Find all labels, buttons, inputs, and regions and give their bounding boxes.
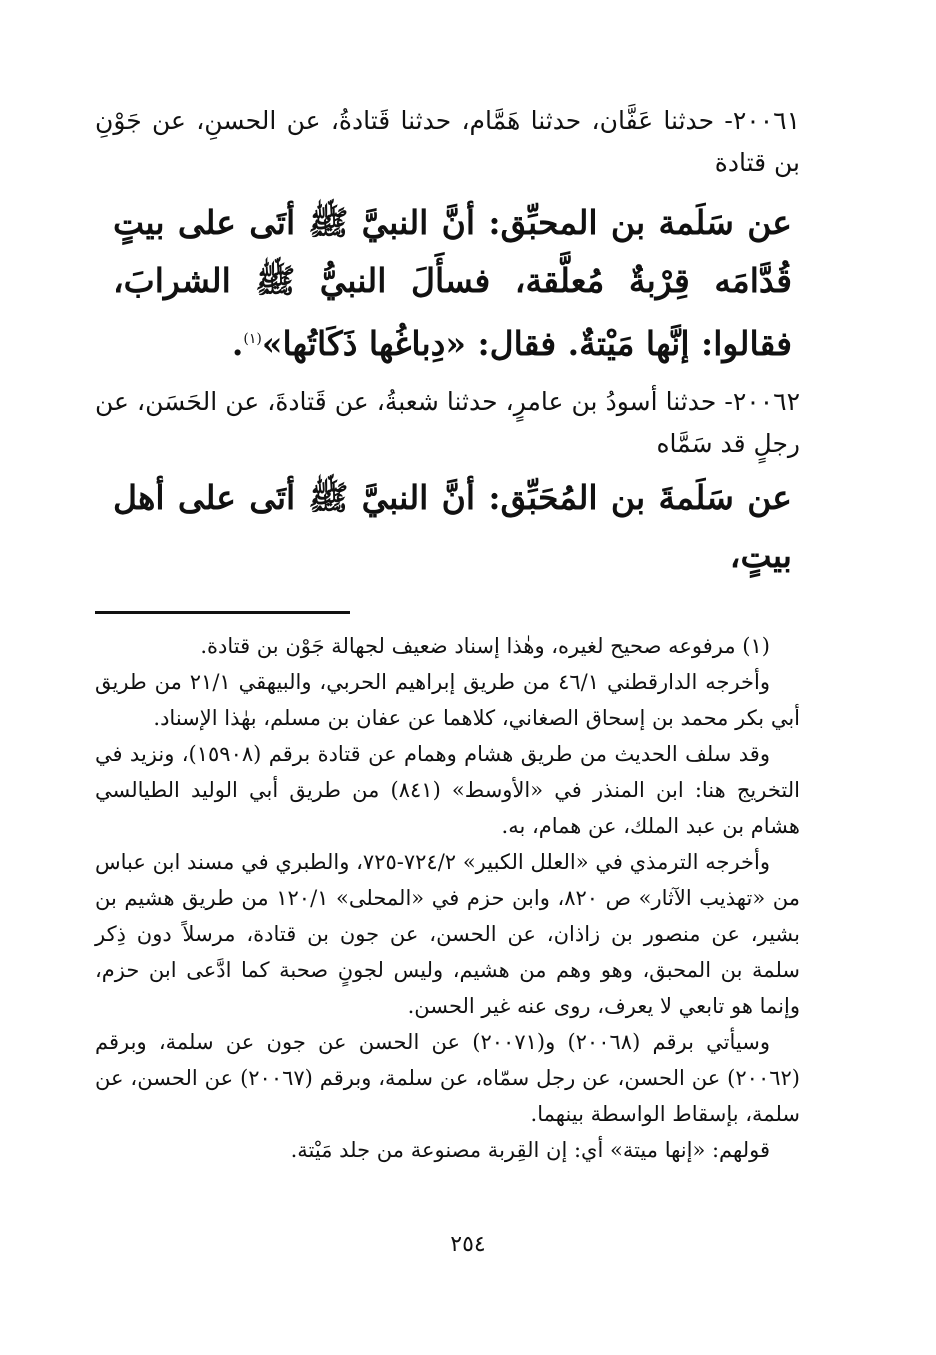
footnote-paragraph: وقد سلف الحديث من طريق هشام وهمام عن قتادة برقم (١٥٩٠٨)، ونزيد في التخريج هنا: ابن المنذر في «الأوسط» (٨٤١) من طريق أبي الوليد الطيالسي هشام بن عبد الملك، عن همام، به. <box>95 742 800 838</box>
hadith-20061 <box>95 100 800 373</box>
page-number: ٢٥٤ <box>450 1232 486 1257</box>
hadith-matn-text: عن سَلَمة بن المحبِّق: أنَّ النبيَّ ﷺ أتَى على بيتٍ قُدَّامَه قِرْبةٌ مُعلَّقة، فسأَلَ النبيُّ ﷺ الشرابَ، فقالوا: إنَّها مَيْتةٌ. فقال: «دِباغُها ذَكَاتُها» <box>113 203 792 363</box>
hadith-matn-end: . <box>231 324 244 363</box>
hadith-isnad: ٢٠٠٦٢- حدثنا أسودُ بن عامرٍ، حدثنا شعبةُ، عن قَتادةَ، عن الحَسَن، عن رجلٍ قد سَمَّاه <box>95 387 800 458</box>
footnotes <box>95 628 800 1168</box>
footnote-paragraph: قولهم: «إنها ميتة» أي: إن القِربة مصنوعة من جلد مَيْتة. <box>290 1138 770 1162</box>
footnote-separator <box>95 611 350 614</box>
hadith-matn <box>113 194 792 373</box>
hadith-matn: عن سَلَمةَ بن المُحَبِّق: أنَّ النبيَّ ﷺ أتَى على أهل بيتٍ، <box>113 478 792 575</box>
page-body <box>95 100 800 1168</box>
footnote-paragraph: وأخرجه الترمذي في «العلل الكبير» ٧٢٤/٢-٧٢٥، والطبري في مسند ابن عباس من «تهذيب الآثار» ص ٨٢٠، وابن حزم في «المحلى» ١٢٠/١ من طريق هشيم بن بشير، عن منصور بن زاذان، عن الحسن، عن جون بن قتادة، مرسلاً دون ذِكر سلمة بن المحبق، وهو وهم من هشيم، وليس لجونٍ صحبة كما ادَّعى ابن حزم، وإنما هو تابعي لا يعرف، روى عنه غير الحسن. <box>95 850 801 1018</box>
hadith-isnad: ٢٠٠٦١- حدثنا عَفَّان، حدثنا هَمَّام، حدثنا قَتادةُ، عن الحسنِ، عن جَوْنِ بن قتادة <box>95 106 800 177</box>
footnote-paragraph: وسيأتي برقم (٢٠٠٦٨) و(٢٠٠٧١) عن الحسن عن جون عن سلمة، وبرقم (٢٠٠٦٢) عن الحسن، عن رجل سمّاه، عن سلمة، وبرقم (٢٠٠٦٧) عن الحسن، عن سلمة، بإسقاط الواسطة بينهما. <box>95 1030 800 1126</box>
footnote-paragraph: وأخرجه الدارقطني ٤٦/١ من طريق إبراهيم الحربي، والبيهقي ٢١/١ من طريق أبي بكر محمد بن إسحاق الصغاني، كلاهما عن عفان بن مسلم، بهٰذا الإسناد. <box>95 670 800 730</box>
hadith-20062 <box>95 381 800 585</box>
footnote-paragraph: (١) مرفوعه صحيح لغيره، وهٰذا إسناد ضعيف لجهالة جَوْن بن قتادة. <box>200 634 770 658</box>
footnote-reference: (١) <box>243 331 262 347</box>
